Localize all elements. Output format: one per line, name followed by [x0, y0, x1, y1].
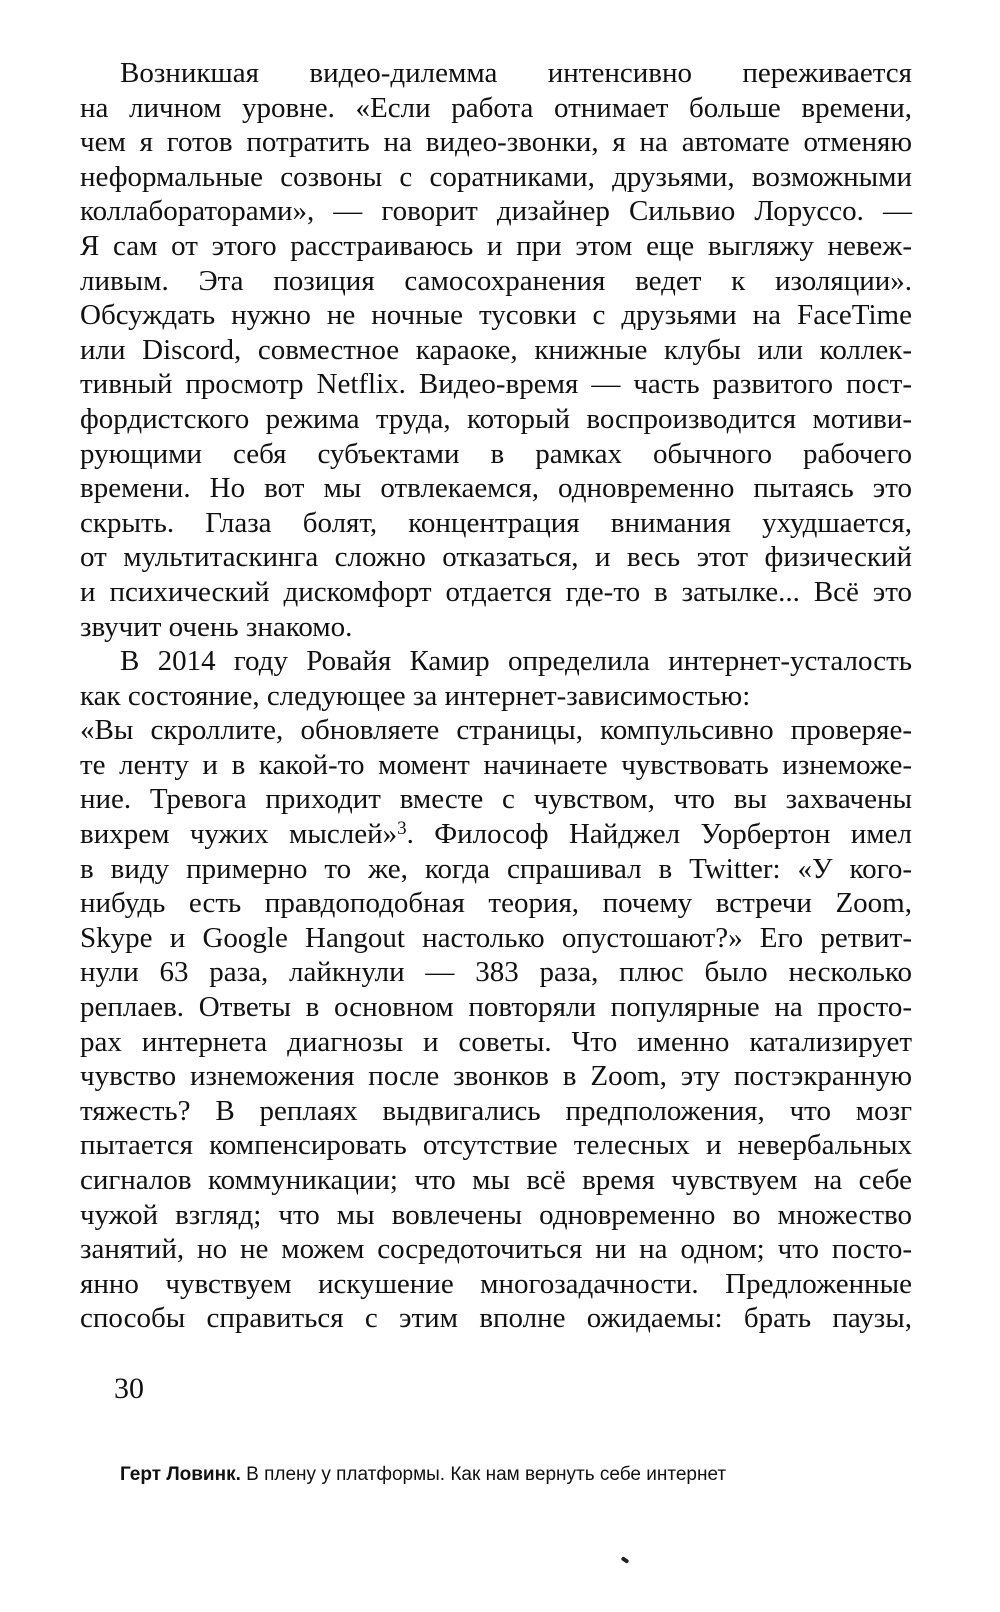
text-line: пытается компенсировать отсутствие телесных и невербальных	[80, 1129, 912, 1162]
text-line: В 2014 году Ровайя Камир определила интернет-усталость	[120, 645, 912, 678]
text-line: рах интернета диагнозы и советы. Что именно катализирует	[80, 1025, 912, 1058]
text-line: тяжесть? В реплаях выдвигались предположения, что мозг	[80, 1094, 912, 1127]
text-line: коллабораторами», — говорит дизайнер Сильвио Лоруссо. —	[80, 195, 912, 228]
text-line: Я сам от этого расстраиваюсь и при этом еще выгляжу невеж-	[80, 229, 912, 262]
text-line: от мультитаскинга сложно отказаться, и весь этот физический	[80, 541, 912, 574]
text-line: нибудь есть правдоподобная теория, почему встречи Zoom,	[80, 887, 912, 920]
text-line: сигналов коммуникации; что мы всё время чувствуем на себе	[80, 1164, 912, 1196]
text-line: Обсуждать нужно не ночные тусовки с друзьями на FaceTime	[80, 299, 912, 332]
text-line: времени. Но вот мы отвлекаемся, одновременно пытаясь это	[80, 472, 912, 505]
text-line: те ленту и в какой-то момент начинаете чувствовать изнеможе-	[80, 748, 912, 781]
text-line: способы справиться с этим вполне ожидаемы: брать паузы,	[80, 1302, 912, 1335]
text-line: или Discord, совместное караоке, книжные клубы или коллек-	[80, 333, 912, 366]
text-line: фордистского режима труда, который воспроизводится мотиви-	[80, 402, 912, 435]
text-line: звучит очень знакомо.	[80, 610, 353, 643]
text-line: чувство изнеможения после звонков в Zoom, эту постэкранную	[80, 1060, 912, 1093]
text-line: неформальные созвоны с соратниками, друзьями, возможными	[80, 160, 912, 193]
text-line: и психический дискомфорт отдается где-то в затылке... Всё это	[80, 575, 912, 608]
running-footer	[120, 1463, 726, 1487]
text-line: «Вы скроллите, обновляете страницы, компульсивно проверяе-	[80, 714, 912, 747]
text-line: на личном уровне. «Если работа отнимает больше времени,	[80, 91, 912, 124]
text-line: Skype и Google Hangout настолько опустошают?» Его ретвит-	[80, 921, 912, 954]
text-line: как состояние, следующее за интернет-зависимостью:	[80, 679, 751, 712]
text-line: янно чувствуем искушение многозадачности. Предложенные	[80, 1267, 912, 1300]
text-line: ние. Тревога приходит вместе с чувством, что вы захвачены	[80, 783, 912, 816]
text-line	[80, 817, 912, 852]
text-fragment: . Философ Найджел Уорбертон имел	[406, 818, 913, 851]
footer-author: Герт Ловинк.	[120, 1464, 241, 1485]
text-line: чем я готов потратить на видео-звонки, я на автомате отменяю	[80, 126, 912, 159]
text-line: реплаев. Ответы в основном повторяли популярные на просто-	[80, 991, 912, 1024]
text-line: рующими себя субъектами в рамках обычного рабочего	[80, 437, 912, 470]
text-line: тивный просмотр Netflix. Видео-время — часть развитого пост-	[80, 368, 912, 401]
print-speck	[621, 1556, 630, 1564]
text-line: нули 63 раза, лайкнули — 383 раза, плюс было несколько	[80, 956, 912, 989]
text-fragment: вихрем чужих мыслей»	[80, 818, 398, 851]
text-line: в виду примерно то же, когда спрашивал в Twitter: «У кого-	[80, 852, 912, 885]
body-text	[80, 56, 912, 1336]
page-number: 30	[114, 1372, 144, 1405]
text-line: занятий, но не можем сосредоточиться ни на одном; что посто-	[80, 1233, 912, 1266]
footer-title: В плену у платформы. Как нам вернуть себе интернет	[246, 1464, 727, 1485]
text-line: чужой взгляд; что мы вовлечены одновременно во множество	[80, 1198, 912, 1231]
text-line: скрыть. Глаза болят, концентрация внимания ухудшается,	[80, 506, 912, 539]
text-line: ливым. Эта позиция самосохранения ведет к изоляции».	[80, 264, 912, 297]
text-line: Возникшая видео-дилемма интенсивно переживается	[120, 57, 912, 89]
footnote-reference: 3	[397, 818, 407, 840]
